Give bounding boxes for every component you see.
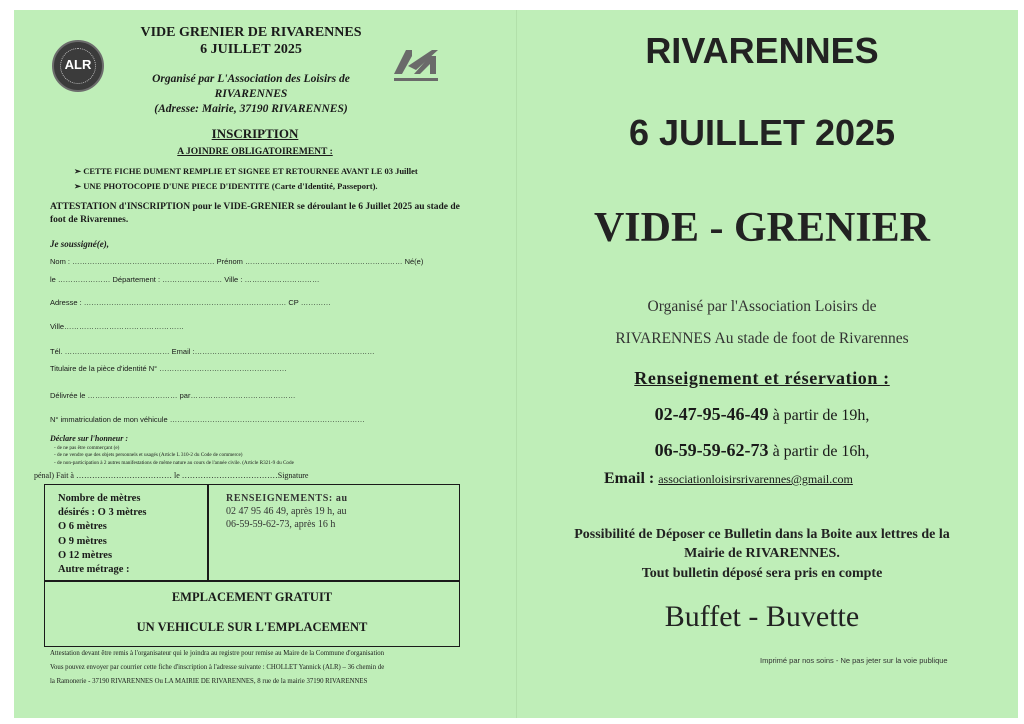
email-line <box>604 470 853 488</box>
form-line-adresse[interactable]: Adresse : ……………………………………………………………………… CP ………… <box>50 298 331 307</box>
fait-signature-line[interactable]: pénal) Fait à ……………………………… le ………………………………Signature <box>34 471 309 480</box>
metres-option-other[interactable]: Autre métrage : <box>58 564 130 576</box>
phone-number-1[interactable]: 02-47-95-46-49 <box>654 404 769 424</box>
declare-heading: Déclare sur l'honneur : <box>50 434 129 443</box>
emplacement-gratuit: EMPLACEMENT GRATUIT <box>171 590 333 604</box>
imprime-note: Imprimé par nos soins - Ne pas jeter sur la voie publique <box>760 656 948 665</box>
renseignements-line2: 02 47 95 46 49, après 19 h, au <box>226 506 347 517</box>
left-title-line1: VIDE GRENIER DE RIVARENNES <box>140 25 362 40</box>
credit-agricole-logo <box>390 44 442 84</box>
depot-line2: Mairie de RIVARENNES. <box>684 546 840 561</box>
left-title-line2: 6 JUILLET 2025 <box>200 42 302 57</box>
form-line-immatriculation[interactable]: N° immatriculation de mon véhicule …………………………………………………………………… <box>50 415 365 424</box>
renseignements-line3: 06-59-59-62-73, après 16 h <box>226 519 336 530</box>
event-title: VIDE - GRENIER <box>593 205 931 251</box>
form-line-nom[interactable]: Nom : ………………………………………………… Prénom ……………………………………………………… Né(e) <box>50 257 424 266</box>
metres-options <box>58 492 146 577</box>
form-line-naissance[interactable]: le ………………… Département : …………………… Ville : ………………………… <box>50 275 320 284</box>
form-line-tel-email[interactable]: Tél. …………………………………… Email :……………………………………………………………… <box>50 347 375 356</box>
phone-line-2 <box>516 440 1008 461</box>
phone-1-hours: à partir de 19h, <box>768 407 870 424</box>
required-item-id: ➢ UNE PHOTOCOPIE D'UNE PIECE D'IDENTITE (Carte d'Identité, Passeport). <box>74 181 378 191</box>
form-line-piece-identite[interactable]: Titulaire de la pièce d'identité N° …………………………………………… <box>50 364 287 373</box>
phone-line-1 <box>516 404 1008 425</box>
declare-item: - de ne vendre que des objets personnels et usagés (Article L 310-2 du Code de commerce) <box>54 452 243 458</box>
email-label: Email : <box>604 470 659 487</box>
metres-label: Nombre de mètres <box>58 493 141 504</box>
reservation-heading-text: Renseignement et réservation : <box>634 368 890 388</box>
footer-line: Attestation devant être remis à l'organisateur qui le joindra au registre pour remise au Maire de la Commune d'organisation <box>50 650 385 657</box>
form-line-ville[interactable]: Ville………………………………………… <box>50 322 185 331</box>
alr-logo-text: ALR <box>64 57 92 72</box>
left-org-line3: (Adresse: Mairie, 37190 RIVARENNES) <box>154 103 348 115</box>
renseignements-line1: RENSEIGNEMENTS: au <box>226 493 348 504</box>
joindre-heading: A JOINDRE OBLIGATOIREMENT : <box>177 147 333 157</box>
event-date: 6 JUILLET 2025 <box>628 112 896 153</box>
phone-number-2[interactable]: 06-59-59-62-73 <box>654 440 769 460</box>
inscription-heading: INSCRIPTION <box>211 126 299 141</box>
attestation-text: ATTESTATION d'INSCRIPTION pour le VIDE-GRENIER se déroulant le 6 Juillet 2025 au stade de foot de Rivarennes. <box>50 202 460 225</box>
email-link[interactable]: associationloisirsrivarennes@gmail.com <box>658 472 853 486</box>
metres-option-9[interactable]: O 9 mètres <box>58 535 107 547</box>
town-title: RIVARENNES <box>645 30 879 71</box>
organizer-line2: RIVARENNES Au stade de foot de Rivarennes <box>615 330 909 347</box>
organizer-line1: Organisé par l'Association Loisirs de <box>647 298 877 315</box>
left-org-line2: RIVARENNES <box>214 88 288 100</box>
required-item-form: ➢ CETTE FICHE DUMENT REMPLIE ET SIGNEE ET RETOURNEE AVANT LE 03 Juillet <box>74 166 418 176</box>
form-line-delivree[interactable]: Délivrée le ……………………………… par…………………………………… <box>50 391 296 400</box>
alr-logo <box>52 40 104 92</box>
footer-line: la Ramonerie - 37190 RIVARENNES Ou LA MAIRIE DE RIVARENNES, 8 rue de la mairie 37190 RIVARENNES <box>50 678 368 685</box>
metres-option-12[interactable]: O 12 mètres <box>58 549 113 561</box>
declare-item: - de ne pas être commerçant (e) <box>54 445 120 451</box>
reservation-heading <box>516 368 1008 389</box>
footer-line: Vous pouvez envoyer par courrier cette fiche d'inscription à l'adresse suivante : CHOLLET Yannick (ALR) – 36 chemin de <box>50 664 385 671</box>
metres-option-6[interactable]: O 6 mètres <box>58 521 107 533</box>
buffet-buvette: Buffet - Buvette <box>664 600 860 633</box>
metres-option-3[interactable]: désirés : O 3 mètres <box>58 507 147 519</box>
declare-item: - de non-participation à 2 autres manifestations de même nature au cours de l'année civile. (Article R321-9 du Code <box>54 460 294 466</box>
left-organizer <box>120 72 382 117</box>
soussigne-label: Je soussigné(e), <box>50 239 109 249</box>
left-title <box>120 24 382 58</box>
vehicule-emplacement: UN VEHICULE SUR L'EMPLACEMENT <box>136 620 368 634</box>
left-org-line1: Organisé par L'Association des Loisirs de <box>152 73 350 85</box>
phone-2-hours: à partir de 16h, <box>768 443 870 460</box>
depot-line1: Possibilité de Déposer ce Bulletin dans la Boite aux lettres de la <box>574 527 950 542</box>
depot-line3: Tout bulletin déposé sera pris en compte <box>641 566 883 581</box>
renseignements-text <box>226 492 448 531</box>
